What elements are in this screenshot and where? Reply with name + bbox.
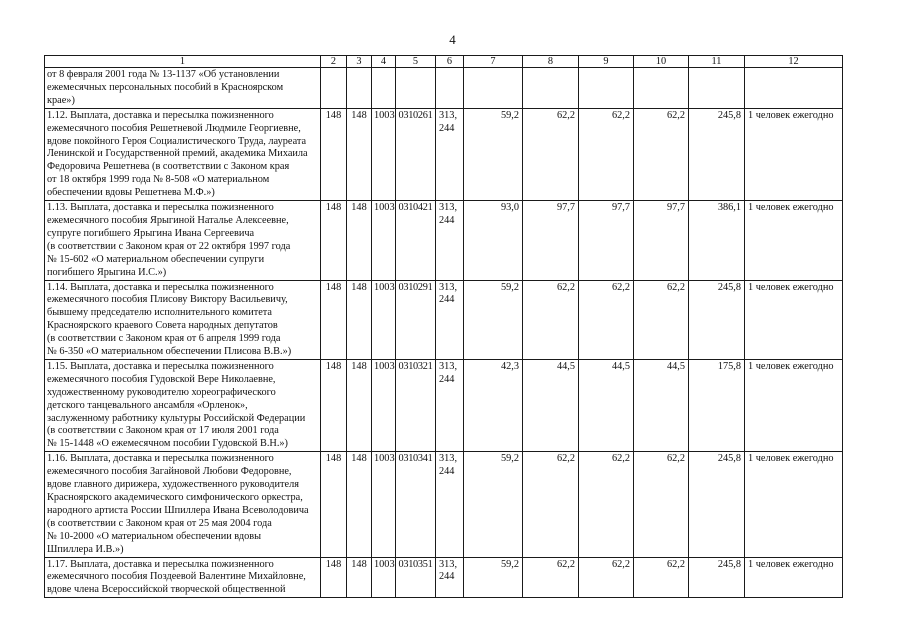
cell-col2: 148 (321, 280, 347, 359)
col-header-5: 5 (396, 56, 436, 68)
cell-col4: 1003 (372, 359, 396, 451)
cell-col3: 148 (347, 452, 372, 557)
cell-col4: 1003 (372, 452, 396, 557)
row-description: 1.17. Выплата, доставка и пересылка пожизненного ежемесячного пособия Поздеевой Валентине Михайловне, вдове члена Всероссийской творческой общественной (45, 557, 321, 598)
cell-col12: 1 человек ежегодно (745, 108, 843, 200)
cell-col9: 62,2 (579, 452, 634, 557)
col-header-12: 12 (745, 56, 843, 68)
table-row (45, 557, 843, 598)
cell-col6: 313, 244 (436, 452, 464, 557)
cell-col5: 0310341 (396, 452, 436, 557)
cell-col2: 148 (321, 108, 347, 200)
col-header-11: 11 (689, 56, 745, 68)
cell-col11 (689, 68, 745, 109)
cell-col8: 97,7 (523, 201, 579, 280)
cell-col3: 148 (347, 108, 372, 200)
cell-col3: 148 (347, 280, 372, 359)
cell-col7: 59,2 (464, 452, 523, 557)
col-header-10: 10 (634, 56, 689, 68)
cell-col9: 62,2 (579, 108, 634, 200)
cell-col12: 1 человек ежегодно (745, 280, 843, 359)
row-description: 1.14. Выплата, доставка и пересылка пожизненного ежемесячного пособия Плисову Виктору Васильевичу, бывшему председателю исполнительного комитета Красноярского краевого Совета народных депутатов (в соответствии с Законом края от 6 апреля 1999 года № 6-350 «О материальном обеспечении Плисова В.В.») (45, 280, 321, 359)
budget-table (44, 55, 843, 598)
col-header-8: 8 (523, 56, 579, 68)
cell-col3 (347, 68, 372, 109)
col-header-7: 7 (464, 56, 523, 68)
cell-col5: 0310351 (396, 557, 436, 598)
cell-col8: 62,2 (523, 557, 579, 598)
table-row (45, 108, 843, 200)
cell-col11: 386,1 (689, 201, 745, 280)
cell-col12: 1 человек ежегодно (745, 201, 843, 280)
cell-col8: 62,2 (523, 452, 579, 557)
cell-col7: 59,2 (464, 557, 523, 598)
col-header-6: 6 (436, 56, 464, 68)
cell-col10: 44,5 (634, 359, 689, 451)
cell-col9 (579, 68, 634, 109)
row-description: 1.12. Выплата, доставка и пересылка пожизненного ежемесячного пособия Решетневой Людмиле Георгиевне, вдове покойного Героя Социалистического Труда, лауреата Ленинской и Государственной премий, академика Михаила Федоровича Решетнева (в соответствии с Законом края от 18 октября 1999 года № 8-508 «О материальном обеспечении вдовы Решетнева М.Ф.») (45, 108, 321, 200)
cell-col4 (372, 68, 396, 109)
cell-col10: 97,7 (634, 201, 689, 280)
cell-col4: 1003 (372, 557, 396, 598)
table-row (45, 280, 843, 359)
cell-col11: 175,8 (689, 359, 745, 451)
col-header-4: 4 (372, 56, 396, 68)
cell-col6: 313, 244 (436, 359, 464, 451)
cell-col11: 245,8 (689, 108, 745, 200)
cell-col7: 59,2 (464, 108, 523, 200)
cell-col12: 1 человек ежегодно (745, 452, 843, 557)
row-description: 1.16. Выплата, доставка и пересылка пожизненного ежемесячного пособия Загайновой Любови Федоровне, вдове главного дирижера, художественного руководителя Красноярского академического симфонического оркестра, народного артиста России Шпиллера Ивана Всеволодовича (в соответствии с Законом края от 25 мая 2004 года № 10-2000 «О материальном обеспечении вдовы Шпиллера И.В.») (45, 452, 321, 557)
col-header-9: 9 (579, 56, 634, 68)
cell-col10: 62,2 (634, 280, 689, 359)
cell-col10: 62,2 (634, 557, 689, 598)
cell-col7: 59,2 (464, 280, 523, 359)
cell-col5: 0310261 (396, 108, 436, 200)
cell-col2: 148 (321, 201, 347, 280)
cell-col6: 313, 244 (436, 280, 464, 359)
cell-col4: 1003 (372, 201, 396, 280)
cell-col6: 313, 244 (436, 201, 464, 280)
cell-col7: 93,0 (464, 201, 523, 280)
cell-col2 (321, 68, 347, 109)
cell-col3: 148 (347, 201, 372, 280)
page-number: 4 (449, 32, 456, 47)
cell-col7 (464, 68, 523, 109)
cell-col10: 62,2 (634, 108, 689, 200)
cell-col3: 148 (347, 557, 372, 598)
cell-col8: 62,2 (523, 108, 579, 200)
col-header-1: 1 (45, 56, 321, 68)
cell-col10: 62,2 (634, 452, 689, 557)
cell-col3: 148 (347, 359, 372, 451)
cell-col9: 97,7 (579, 201, 634, 280)
cell-col11: 245,8 (689, 452, 745, 557)
cell-col5: 0310321 (396, 359, 436, 451)
cell-col8: 62,2 (523, 280, 579, 359)
cell-col11: 245,8 (689, 557, 745, 598)
table-row (45, 359, 843, 451)
cell-col9: 62,2 (579, 557, 634, 598)
cell-col12 (745, 68, 843, 109)
table-row (45, 452, 843, 557)
cell-col5: 0310421 (396, 201, 436, 280)
cell-col10 (634, 68, 689, 109)
row-description: 1.13. Выплата, доставка и пересылка пожизненного ежемесячного пособия Ярыгиной Наталье Алексеевне, супруге погибшего Ярыгина Ивана Сергеевича (в соответствии с Законом края от 22 октября 1997 года № 15-602 «О материальном обеспечении супруги погибшего Ярыгина И.С.») (45, 201, 321, 280)
cell-col11: 245,8 (689, 280, 745, 359)
cell-col4: 1003 (372, 108, 396, 200)
cell-col2: 148 (321, 452, 347, 557)
cell-col7: 42,3 (464, 359, 523, 451)
cell-col12: 1 человек ежегодно (745, 359, 843, 451)
cell-col2: 148 (321, 557, 347, 598)
cell-col5 (396, 68, 436, 109)
cell-col9: 62,2 (579, 280, 634, 359)
cell-col2: 148 (321, 359, 347, 451)
table-row (45, 201, 843, 280)
cell-col12: 1 человек ежегодно (745, 557, 843, 598)
col-header-2: 2 (321, 56, 347, 68)
cell-col5: 0310291 (396, 280, 436, 359)
table-row (45, 68, 843, 109)
cell-col6: 313, 244 (436, 557, 464, 598)
cell-col9: 44,5 (579, 359, 634, 451)
cell-col4: 1003 (372, 280, 396, 359)
cell-col8 (523, 68, 579, 109)
row-description: от 8 февраля 2001 года № 13-1137 «Об установлении ежемесячных персональных пособий в Красноярском крае») (45, 68, 321, 109)
row-description: 1.15. Выплата, доставка и пересылка пожизненного ежемесячного пособия Гудовской Вере Николаевне, художественному руководителю хореографического детского танцевального ансамбля «Орленок», заслуженному работнику культуры Российской Федерации (в соответствии с Законом края от 17 июля 2001 года № 15-1448 «О ежемесячном пособии Гудовской В.Н.») (45, 359, 321, 451)
column-number-row (45, 56, 843, 68)
cell-col8: 44,5 (523, 359, 579, 451)
cell-col6: 313, 244 (436, 108, 464, 200)
col-header-3: 3 (347, 56, 372, 68)
cell-col6 (436, 68, 464, 109)
